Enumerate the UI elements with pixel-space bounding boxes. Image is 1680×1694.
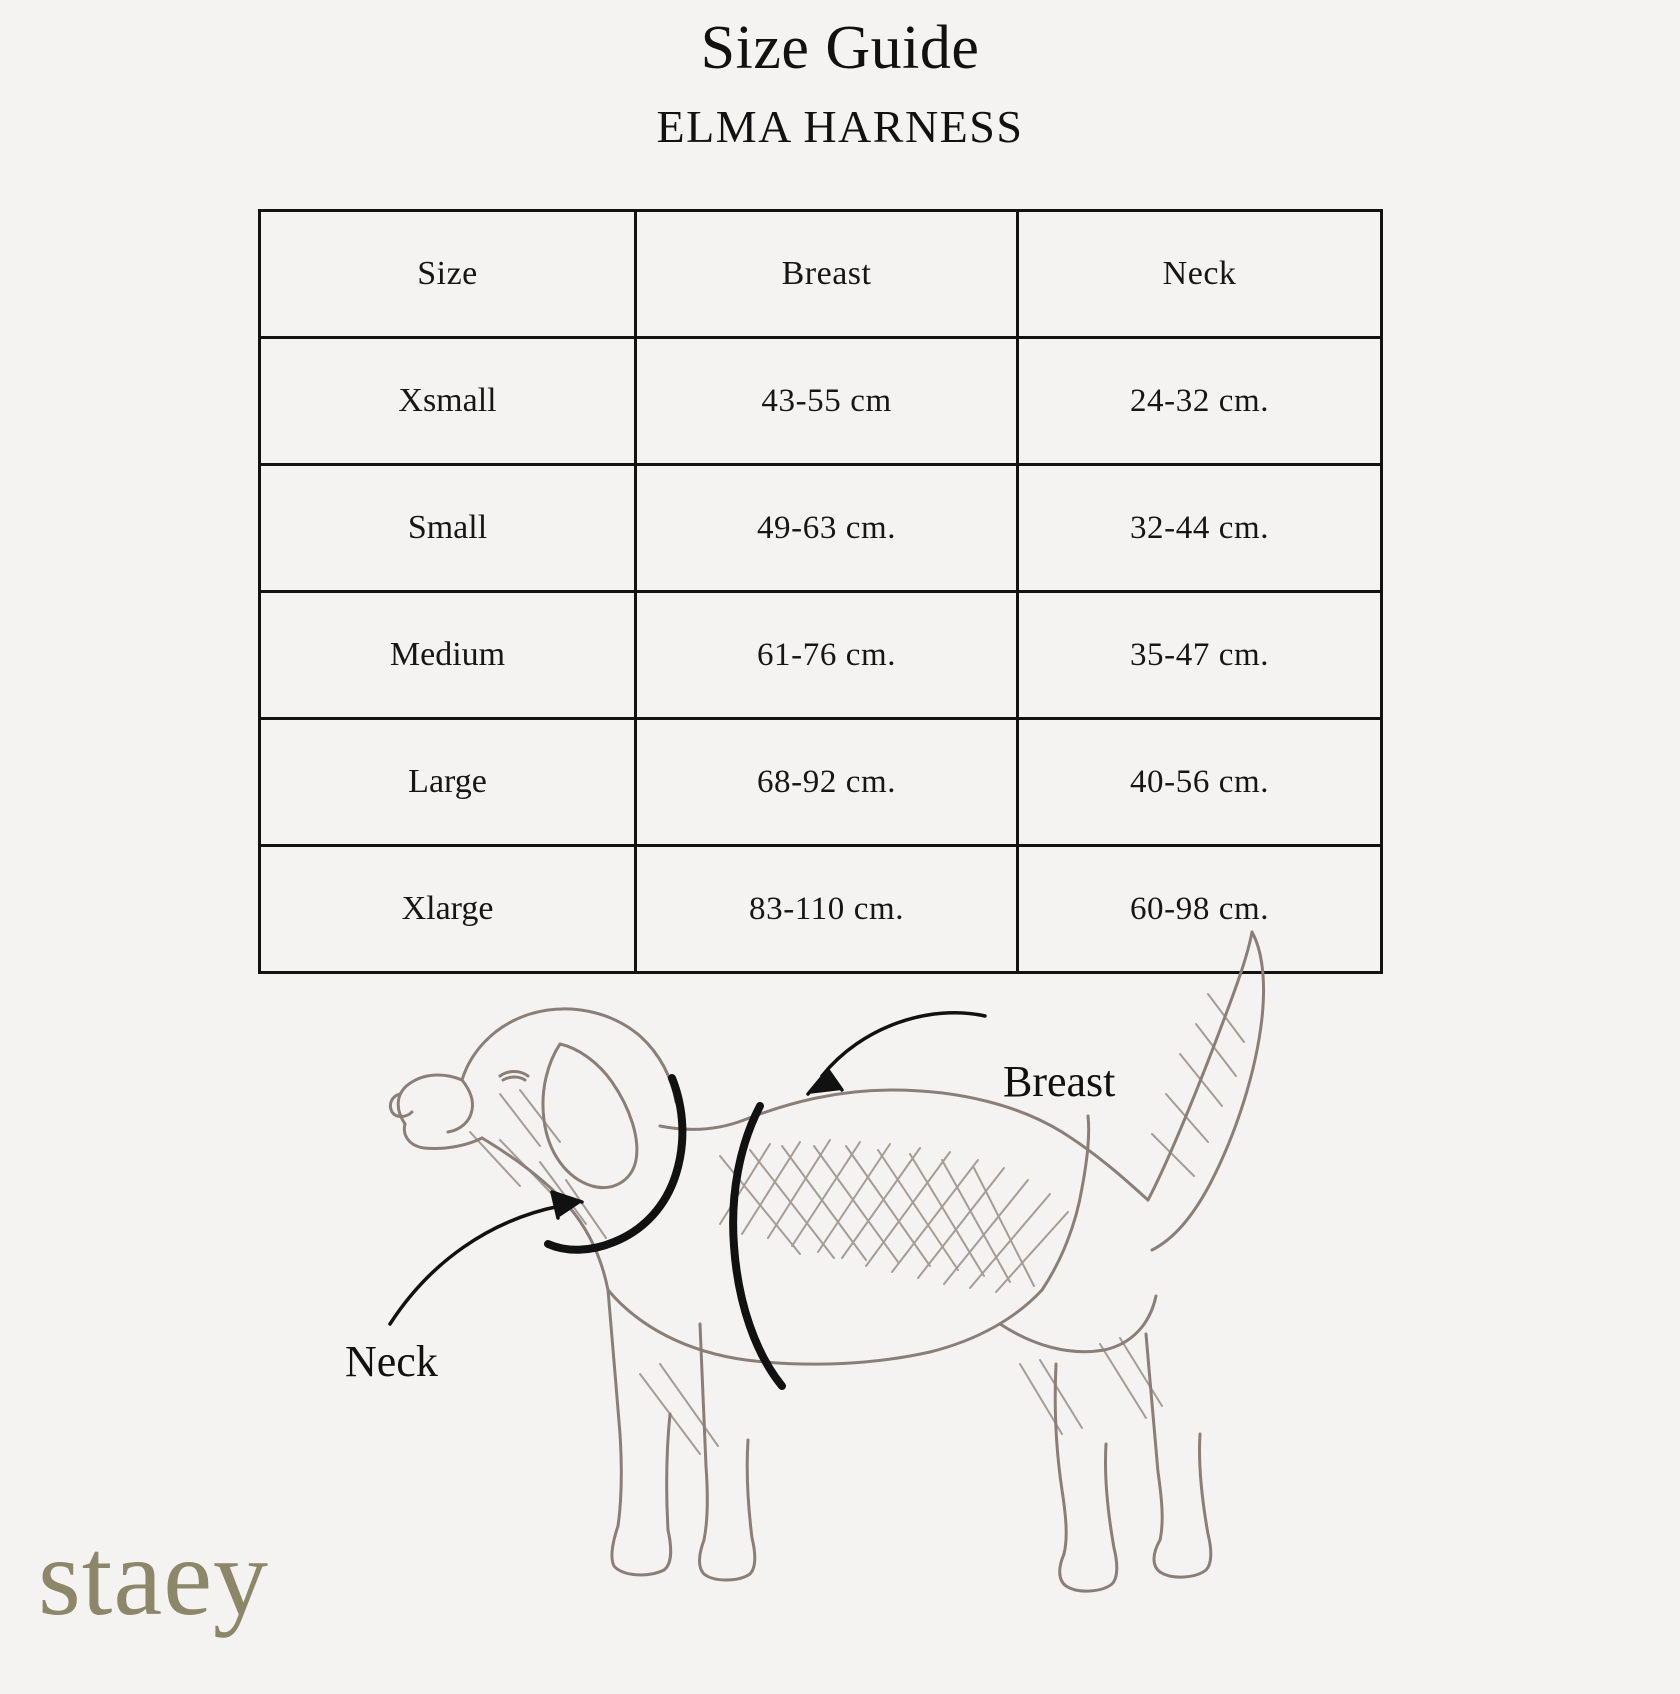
cell-size: Large bbox=[260, 719, 636, 846]
cell-neck: 60-98 cm. bbox=[1018, 846, 1382, 973]
cell-neck: 32-44 cm. bbox=[1018, 465, 1382, 592]
cell-size: Small bbox=[260, 465, 636, 592]
neck-measure-band bbox=[548, 1078, 682, 1250]
table-row bbox=[260, 719, 1382, 846]
column-header-neck: Neck bbox=[1018, 211, 1382, 338]
dog-illustration bbox=[0, 894, 1680, 1614]
size-table-container bbox=[258, 209, 1383, 974]
cell-neck: 40-56 cm. bbox=[1018, 719, 1382, 846]
column-header-size: Size bbox=[260, 211, 636, 338]
page-title: Size Guide bbox=[700, 14, 980, 82]
breast-label: Breast bbox=[1003, 1057, 1116, 1106]
breast-measure-band bbox=[733, 1106, 782, 1386]
cell-breast: 83-110 cm. bbox=[636, 846, 1018, 973]
size-table bbox=[258, 209, 1383, 974]
cell-size: Medium bbox=[260, 592, 636, 719]
table-row bbox=[260, 338, 1382, 465]
product-subtitle: ELMA HARNESS bbox=[656, 101, 1024, 153]
column-header-breast: Breast bbox=[636, 211, 1018, 338]
brand-logo: staey bbox=[38, 1516, 270, 1638]
table-row bbox=[260, 592, 1382, 719]
neck-label: Neck bbox=[345, 1337, 438, 1386]
cell-breast: 61-76 cm. bbox=[636, 592, 1018, 719]
dog-side-view-sketch bbox=[390, 932, 1263, 1591]
curved-arrow-icon bbox=[390, 1192, 582, 1324]
cell-neck: 35-47 cm. bbox=[1018, 592, 1382, 719]
table-header-row bbox=[260, 211, 1382, 338]
cell-breast: 68-92 cm. bbox=[636, 719, 1018, 846]
cell-breast: 49-63 cm. bbox=[636, 465, 1018, 592]
size-guide-page bbox=[0, 14, 1680, 1694]
cell-size: Xsmall bbox=[260, 338, 636, 465]
cell-size: Xlarge bbox=[260, 846, 636, 973]
table-row bbox=[260, 465, 1382, 592]
curved-arrow-icon bbox=[808, 1013, 985, 1094]
cell-breast: 43-55 cm bbox=[636, 338, 1018, 465]
cell-neck: 24-32 cm. bbox=[1018, 338, 1382, 465]
